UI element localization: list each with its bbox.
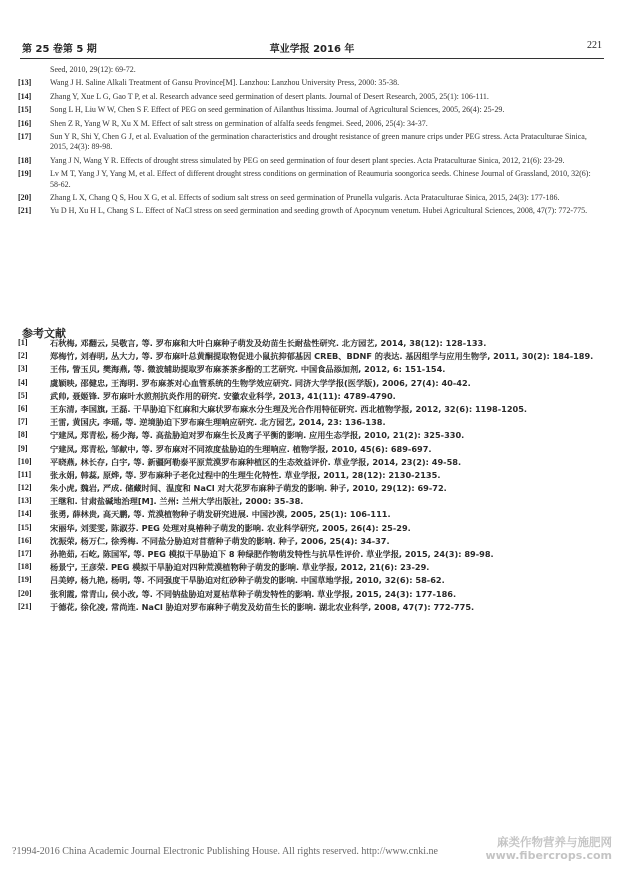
reference-number: [20] [18, 588, 32, 598]
reference-number: [21] [18, 601, 32, 611]
reference-text: Shen Z R, Yang W R, Xu X M. Effect of salt stress on germination of alfalfa seeds fengmei. Seed, 2006, 25(4): 34-37. [50, 118, 428, 128]
reference-number: [2] [18, 351, 28, 361]
reference-text: Song L H, Liu W W, Chen S F. Effect of PEG on seed germination of Ailanthus ltissima. Journal of Agricultural Sciences, 2005, 26(4): 25-29. [50, 105, 505, 115]
reference-item [18, 509, 602, 520]
reference-number: [10] [18, 456, 32, 466]
reference-text: 石秋梅, 邓翻云, 吴敬言, 等. 罗布麻和大叶白麻种子萌发及幼苗生长耐盐性研究. 北方园艺, 2014, 38(12): 128-133. [50, 338, 487, 348]
reference-item [18, 549, 602, 560]
reference-text: Yu D H, Xu H L, Chang S L. Effect of NaCl stress on seed germination and seeding growth of Apocynum venetum. Hubei Agricultural Sciences, 2008, 47(7): 772-775. [50, 206, 588, 216]
reference-number: [6] [18, 403, 28, 413]
english-reference-list [18, 65, 602, 220]
reference-text: 张永娟, 韩蕊, 原烨, 等. 罗布麻种子老化过程中的生理生化特性. 草业学报, 2011, 28(12): 2130-2135. [50, 469, 441, 480]
reference-number: [19] [18, 169, 32, 179]
copyright-text: ?1994-2016 China Academic Journal Electronic Publishing House. All rights reserved. [12, 846, 359, 857]
watermark-title: 麻类作物营养与施肥网 [497, 835, 612, 849]
reference-item [18, 575, 602, 586]
reference-item [18, 444, 602, 455]
reference-item [18, 206, 602, 216]
reference-text: 宁建凤, 郑青松, 邹献中, 等. 罗布麻对不同浓度盐胁迫的生理响应. 植物学报, 2010, 45(6): 689-697. [50, 443, 432, 454]
reference-number: [11] [18, 469, 32, 479]
reference-number: [15] [18, 105, 32, 115]
reference-number: [1] [18, 338, 28, 347]
reference-number: [15] [18, 522, 32, 532]
page-number: 221 [587, 40, 602, 51]
reference-text: 朱小虎, 魏岩, 严成. 储藏时间、温度和 NaCl 对大花罗布麻种子萌发的影响. 种子, 2010, 29(12): 69-72. [50, 483, 447, 494]
reference-text: Yang J N, Wang Y R. Effects of drought stress simulated by PEG on seed germination of four desert plant species. Acta Prataculturae Sinica, 2012, 21(6): 23-29. [50, 155, 565, 165]
reference-item [18, 132, 602, 153]
reference-text: 王伟, 訾玉贝, 樊海燕, 等. 微波辅助提取罗布麻茶茶多酚的工艺研究. 中国食品添加剂, 2012, 6: 151-154. [50, 364, 446, 375]
reference-item [18, 193, 602, 203]
reference-text: 王东清, 李国旗, 王磊. 干旱胁迫下红麻和大麻状罗布麻水分生理及光合作用特征研究. 西北植物学报, 2012, 32(6): 1198-1205. [50, 403, 528, 414]
reference-text: 宁建凤, 郑青松, 杨少海, 等. 高盐胁迫对罗布麻生长及离子平衡的影响. 应用生态学报, 2010, 21(2): 325-330. [50, 430, 465, 441]
reference-text: 虞颖映, 邵健忠, 王海明. 罗布麻茶对心血管系统的生物学效应研究. 同济大学学报(医学版), 2006, 27(4): 40-42. [50, 377, 471, 388]
references-heading: 参考文献 [22, 327, 66, 340]
journal-title: 草业学报 2016 年 [269, 44, 355, 55]
reference-number: [16] [18, 535, 32, 545]
reference-item [18, 536, 602, 547]
chinese-reference-list [18, 338, 602, 615]
reference-number: [14] [18, 91, 32, 101]
reference-item [18, 169, 602, 190]
watermark [485, 836, 612, 862]
reference-item [18, 404, 602, 415]
reference-number: [19] [18, 575, 32, 585]
reference-item [18, 65, 602, 75]
reference-item [18, 562, 602, 573]
reference-text: Sun Y R, Shi Y, Chen G J, et al. Evaluation of the germination characteristics and drought resistance of green manure crips under PEG stress. Acta Prataculturae Sinica, 2015, 24(3): 89-98. [50, 132, 587, 152]
reference-item [18, 430, 602, 441]
header-divider [20, 58, 604, 59]
reference-text: Zhang L X, Chang Q S, Hou X G, et al. Effects of sodium salt stress on seed germination of Prunella vulgaris. Acta Prataculturae Sinica, 2015, 24(3): 177-186. [50, 193, 560, 203]
reference-text: 平晓燕, 林长存, 白宇, 等. 新疆阿勒泰平原荒漠罗布麻种植区的生态效益评价. 草业学报, 2014, 23(2): 49-58. [50, 456, 462, 467]
reference-number: [20] [18, 193, 32, 203]
reference-item [18, 338, 602, 349]
reference-item [18, 105, 602, 115]
reference-item [18, 457, 602, 468]
reference-text: 孙艳茹, 石屹, 陈国军, 等. PEG 模拟干旱胁迫下 8 种绿肥作物萌发特性与抗旱性评价. 草业学报, 2015, 24(3): 89-98. [50, 549, 494, 559]
reference-item [18, 119, 602, 129]
reference-item [18, 391, 602, 402]
reference-text: 武帅, 聂姬锋. 罗布麻叶水煎剂抗炎作用的研究. 安徽农业科学, 2013, 41(11): 4789-4790. [50, 390, 396, 401]
reference-text: 王继和. 甘肃盐碱地治理[M]. 兰州: 兰州大学出版社, 2000: 35-38. [50, 496, 304, 507]
page-header [22, 40, 602, 56]
reference-number: [3] [18, 364, 28, 374]
reference-number: [8] [18, 430, 28, 440]
reference-text: Zhang Y, Xue L G, Gao T P, et al. Research advance seed germination of desert plants. Journal of Desert Research, 2005, 25(1): 106-111. [50, 91, 489, 101]
reference-text: 张勇, 薛林贵, 高天鹏, 等. 荒漠植物种子萌发研究进展. 中国沙漠, 2005, 25(1): 106-111. [50, 509, 391, 520]
reference-number: [13] [18, 78, 32, 88]
reference-number: [17] [18, 549, 32, 558]
issue-label: 第 25 卷第 5 期 [22, 44, 97, 55]
site-link[interactable]: http://www.cnki.ne [361, 846, 438, 857]
reference-item [18, 378, 602, 389]
reference-number: [17] [18, 132, 32, 142]
reference-item [18, 589, 602, 600]
reference-text: 王雷, 黄国庆, 李瑶, 等. 逆境胁迫下罗布麻生理响应研究. 北方园艺, 2014, 23: 136-138. [50, 417, 386, 428]
reference-item [18, 602, 602, 613]
reference-number: [5] [18, 390, 28, 400]
reference-text: Wang J H. Saline Alkali Treatment of Gansu Province[M]. Lanzhou: Lanzhou University Press, 2000: 35-38. [50, 78, 400, 88]
reference-item [18, 470, 602, 481]
reference-item [18, 156, 602, 166]
reference-text: 杨景宁, 王彦荣. PEG 模拟干旱胁迫对四种荒漠植物种子萌发的影响. 草业学报, 2012, 21(6): 23-29. [50, 562, 430, 573]
reference-number: [16] [18, 118, 32, 128]
reference-item [18, 92, 602, 102]
reference-number: [13] [18, 496, 32, 506]
reference-number: [4] [18, 377, 28, 387]
reference-number: [14] [18, 509, 32, 519]
reference-item [18, 364, 602, 375]
reference-number: [7] [18, 417, 28, 427]
reference-text: 宋丽华, 刘雯雯, 陈淑芬. PEG 处理对臭椿种子萌发的影响. 农业科学研究, 2005, 26(4): 25-29. [50, 522, 411, 533]
reference-text: Seed, 2010, 29(12): 69-72. [50, 65, 136, 74]
copyright-footer [12, 846, 438, 857]
reference-text: 沈振荣, 杨万仁, 徐秀梅. 不同盐分胁迫对苜蓿种子萌发的影响. 种子, 2006, 25(4): 34-37. [50, 535, 390, 546]
watermark-url: www.fibercrops.com [485, 849, 612, 862]
reference-number: [18] [18, 562, 32, 572]
reference-item [18, 496, 602, 507]
reference-number: [9] [18, 443, 28, 453]
reference-item [18, 78, 602, 88]
reference-text: Lv M T, Yang J Y, Yang M, et al. Effect of different drought stress conditions on germination of Reaumuria soongorica seeds. Chinese Journal of Grassland, 2010, 32(6): 58-62. [50, 169, 591, 189]
reference-item [18, 417, 602, 428]
reference-text: 吕美婷, 杨九艳, 杨明, 等. 不同强度干旱胁迫对红砂种子萌发的影响. 中国草地学报, 2010, 32(6): 58-62. [50, 575, 445, 586]
reference-text: 郑梅竹, 刘春明, 丛大力, 等. 罗布麻叶总黄酮提取物促进小鼠抗抑郁基因 CREB、BDNF 的表达. 基因组学与应用生物学, 2011, 30(2): 184-189. [50, 351, 594, 362]
reference-text: 于德花, 徐化凌, 常尚连. NaCl 胁迫对罗布麻种子萌发及幼苗生长的影响. 湖北农业科学, 2008, 47(7): 772-775. [50, 601, 475, 612]
reference-item [18, 523, 602, 534]
reference-number: [21] [18, 206, 32, 216]
reference-number: [12] [18, 483, 32, 493]
reference-item [18, 351, 602, 362]
reference-text: 张利霞, 常青山, 侯小改, 等. 不同钠盐胁迫对夏枯草种子萌发特性的影响. 草业学报, 2015, 24(3): 177-186. [50, 588, 457, 599]
reference-item [18, 483, 602, 494]
reference-number: [18] [18, 155, 32, 165]
